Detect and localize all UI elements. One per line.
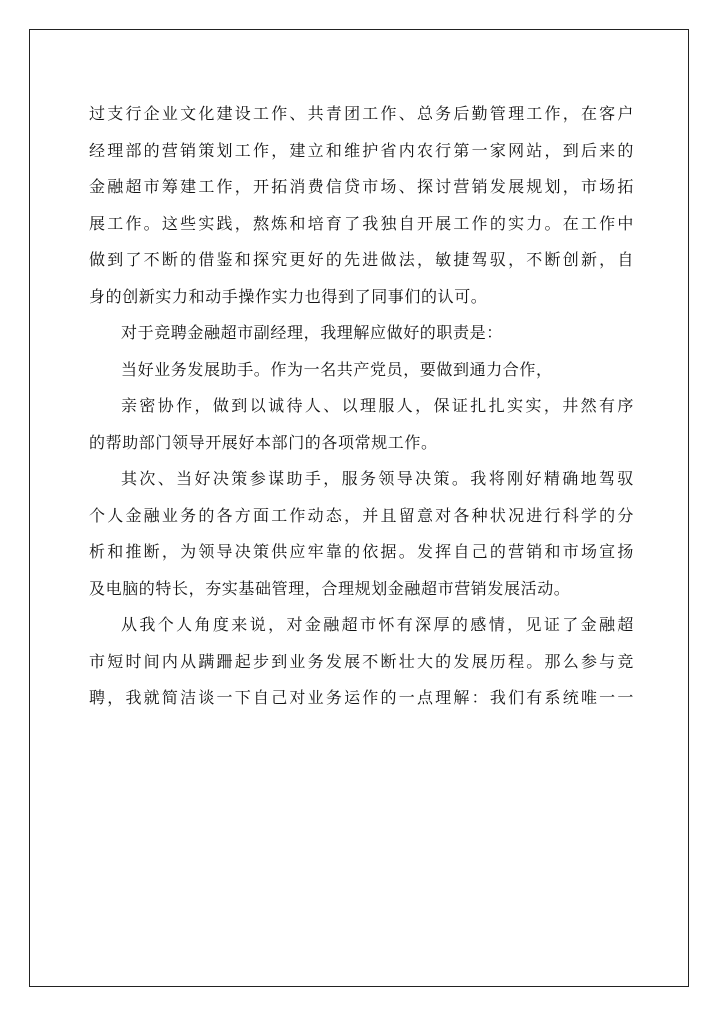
text-line: 市短时间内从蹒跚起步到业务发展不断壮大的发展历程。那么参与竞: [89, 651, 634, 671]
text-line: 的帮助部门领导开展好本部门的各项常规工作。: [89, 432, 438, 452]
text-line: 过支行企业文化建设工作、共青团工作、总务后勤管理工作，在客户: [89, 104, 634, 123]
text-line: 经理部的营销策划工作，建立和维护省内农行第一家网站，到后来的: [89, 140, 634, 160]
text-line: 个人金融业务的各方面工作动态，并且留意对各种状况进行科学的分: [89, 505, 634, 525]
text-line: 对于竞聘金融超市副经理，我理解应做好的职责是：: [121, 323, 503, 342]
text-line: 身的创新实力和动手操作实力也得到了同事们的认可。: [89, 286, 488, 306]
text-line: 亲密协作，做到以诚待人、以理服人，保证扎扎实实，井然有序: [121, 396, 634, 415]
text-line: 从我个人角度来说，对金融超市怀有深厚的感情，见证了金融超: [121, 615, 634, 634]
text-line: 做到了不断的借鉴和探究更好的先进做法，敏捷驾驭，不断创新，自: [89, 250, 634, 269]
text-line: 及电脑的特长，夯实基础管理，合理规划金融超市营销发展活动。: [89, 578, 571, 598]
text-line: 金融超市筹建工作，开拓消费信贷市场、探讨营销发展规划，市场拓: [89, 177, 634, 196]
body-text: [89, 96, 634, 717]
text-line: 其次、当好决策参谋助手，服务领导决策。我将刚好精确地驾驭: [121, 469, 634, 488]
text-line: 析和推断，为领导决策供应牢靠的依据。发挥自己的营销和市场宣扬: [89, 542, 634, 561]
text-line: 聘，我就简洁谈一下自己对业务运作的一点理解：我们有系统唯一一: [89, 688, 634, 707]
text-line: 展工作。这些实践，熬炼和培育了我独自开展工作的实力。在工作中: [89, 213, 634, 233]
text-line: 当好业务发展助手。作为一名共产党员，要做到通力合作，: [121, 359, 553, 379]
